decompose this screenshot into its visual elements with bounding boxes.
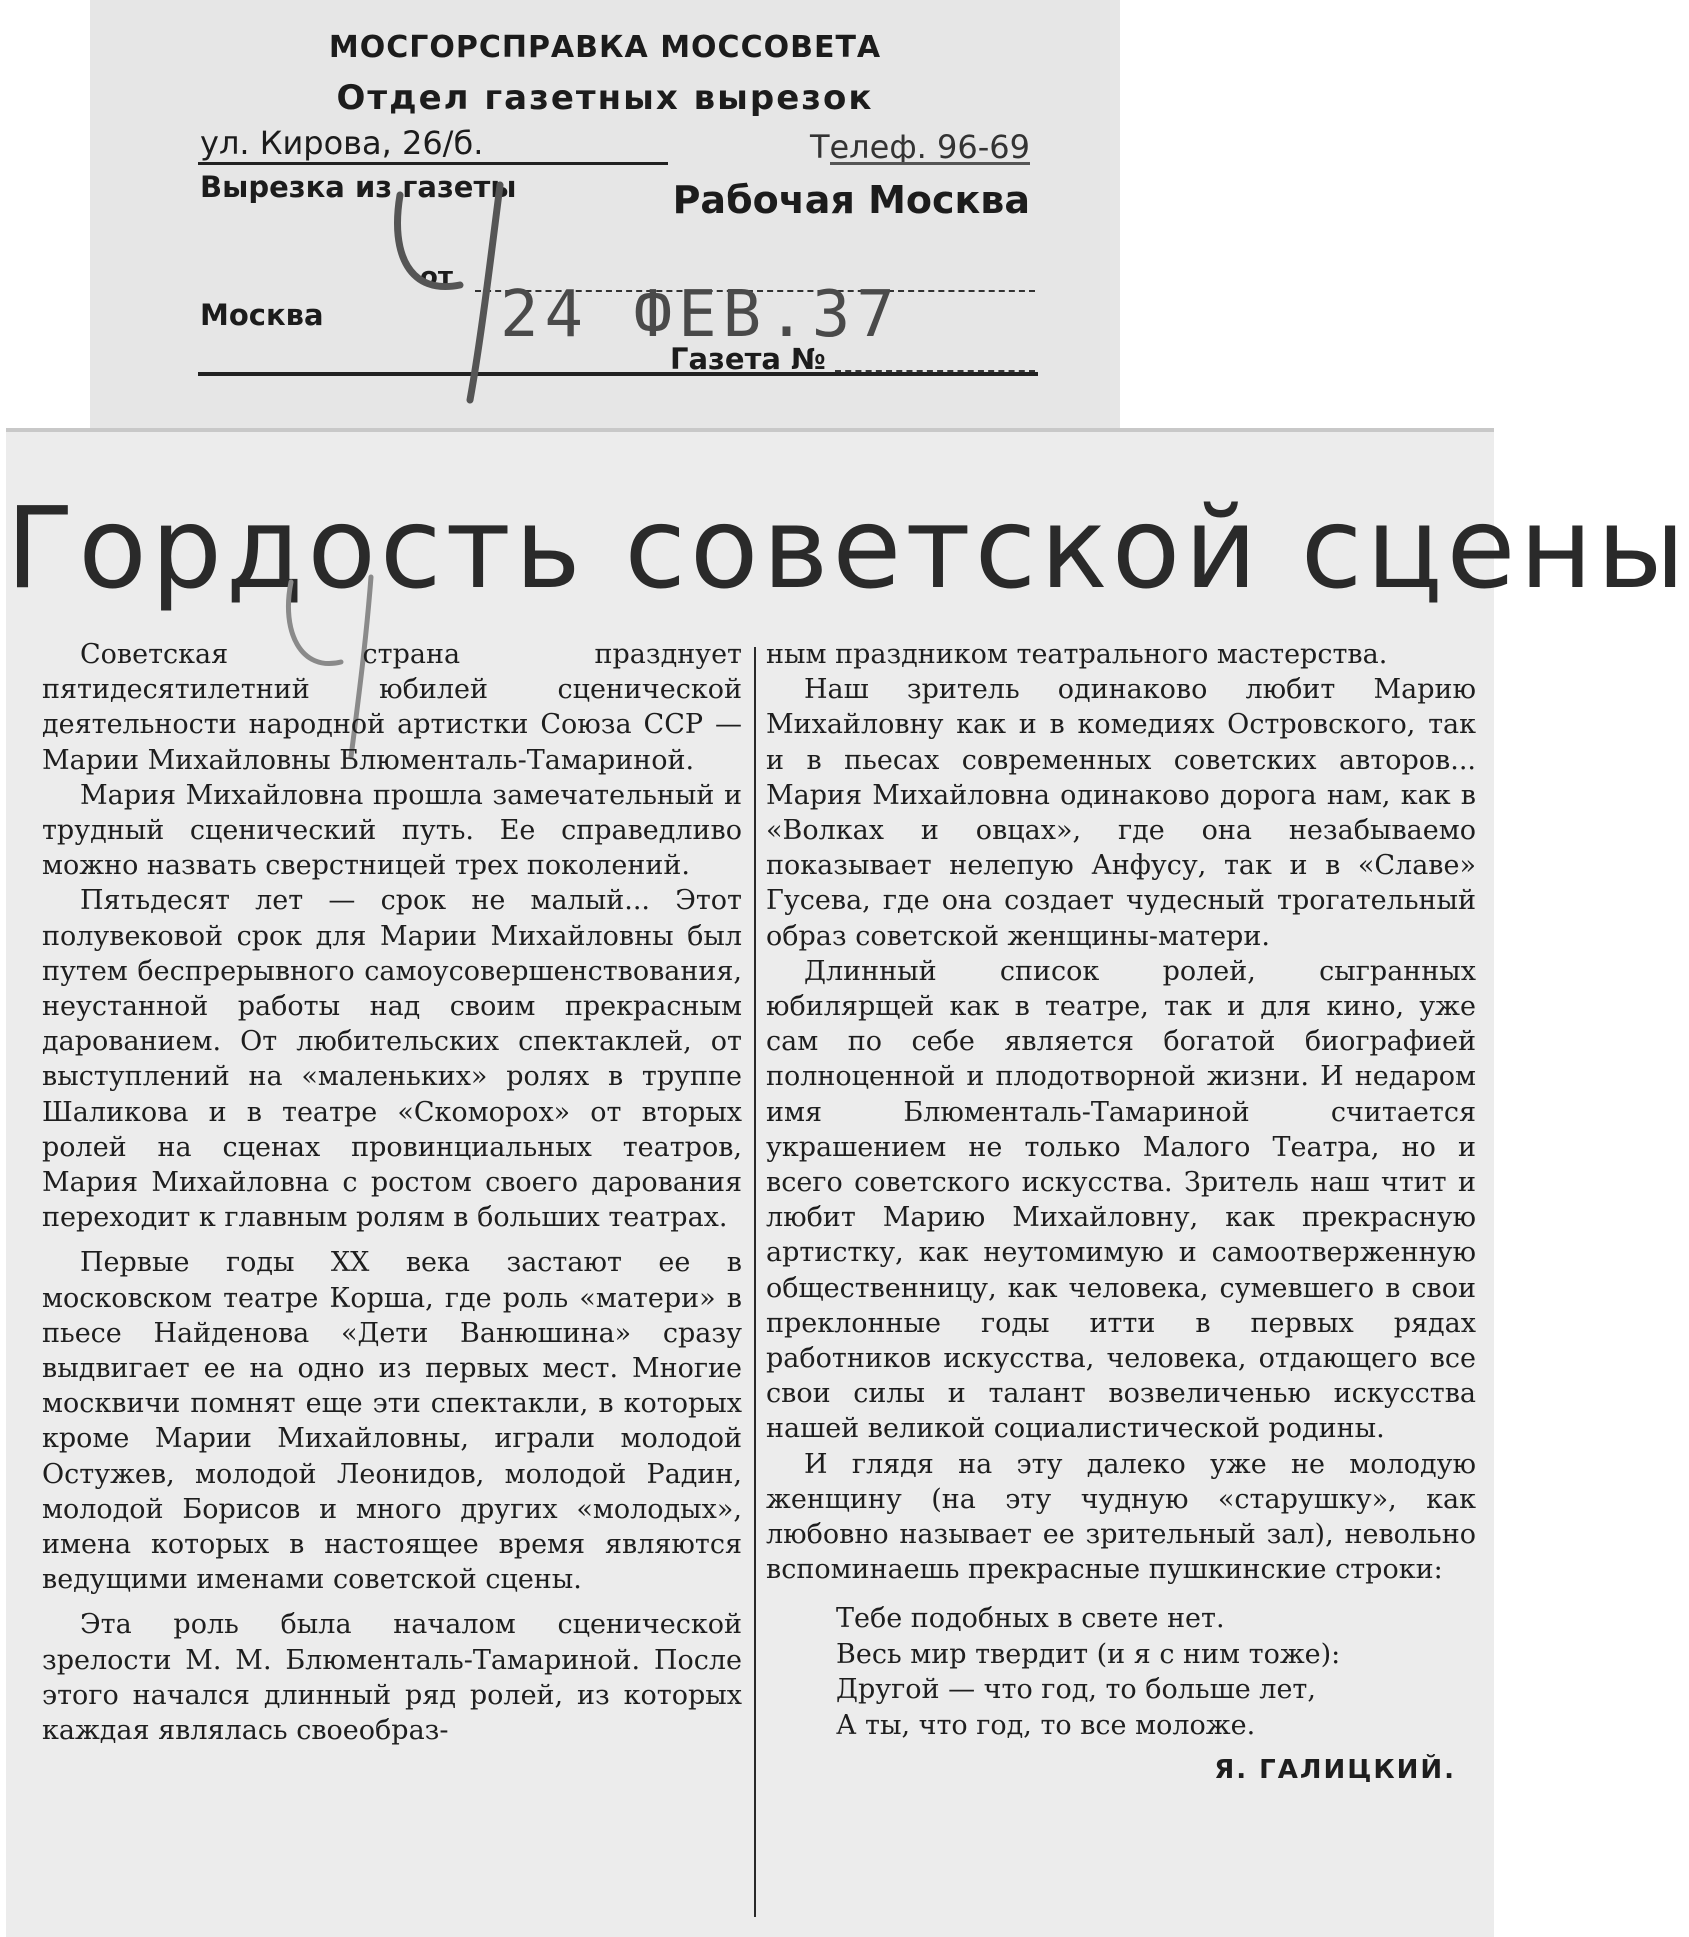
label-newspaper-name: Рабочая Москва (672, 178, 1030, 222)
column-divider (754, 647, 756, 1917)
phone-underline (830, 162, 1030, 165)
article-paragraph: Наш зритель одинаково любит Марию Михайловну как и в комедиях Островского, так и в пьесах современных советских авторов... Мария Михайловна одинаково дорога нам, как в «Волках и овцах», где она незабываемо показывает нелепую Анфусу, так и в «Славе» Гусева, где она создает чудесный трогательный образ советской женщины-матери. (766, 674, 1476, 952)
handwritten-mark-icon (380, 175, 550, 405)
article-paragraph: И глядя на эту далеко уже не молодую женщину (на эту чудную «старушку», как любовно называет ее зрительный зал), невольно вспоминаешь прекрасные пушкинские строки: (766, 1448, 1476, 1586)
article-paragraph: Эта роль была началом сценической зрелости М. М. Блюменталь-Тамариной. После этого начался длинный ряд ролей, из которых каждая являлась своеобраз- (42, 1609, 742, 1747)
clipping-service-label (90, 0, 1120, 437)
article-headline: Гордость советской сцены (6, 484, 1689, 614)
newspaper-clipping (6, 428, 1689, 1937)
label-paper-number: Газета № (670, 342, 826, 376)
address-underline (198, 162, 668, 165)
pushkin-poem (836, 1601, 1476, 1743)
label-cutting-from: Вырезка из газеты (200, 170, 517, 204)
label-phone: Телеф. 96-69 (809, 128, 1030, 166)
poem-line: Тебе подобных в свете нет. (836, 1603, 1225, 1635)
poem-line: Другой — что год, то больше лет, (836, 1674, 1316, 1706)
label-from: от (420, 262, 453, 292)
label-department: Отдел газетных вырезок (336, 78, 874, 118)
date-stamp: 24 ФЕВ.37 (500, 278, 901, 352)
article-paragraph: Советская страна празднует пятидесятилетний юбилей сценической деятельности народной артистки Союза ССР — Марии Михайловны Блюменталь-Тамариной. (42, 639, 742, 776)
article-paragraph: Пятьдесят лет — срок не малый... Этот полувековой срок для Марии Михайловны был путем беспрерывного самоусовершенствования, неустанной работы над своим прекрасным дарованием. От любительских спектаклей, от выступлений на «маленьких» ролях в труппе Шаликова и в театре «Скоморох» от вторых ролей на сценах провинциальных театров, Мария Михайловна с ростом своего дарования переходит к главным ролям в больших театрах. (42, 885, 742, 1234)
article-author: Я. ГАЛИЦКИЙ. (1214, 1755, 1456, 1786)
article-paragraph: Первые годы XX века застают ее в московском театре Корша, где роль «матери» в пьесе Найденова «Дети Ванюшина» сразу выдвигает ее на одно из первых мест. Многие москвичи помнят еще эти спектакли, в которых кроме Марии Михайловны, играли молодой Остужев, молодой Леонидов, молодой Радин, молодой Борисов и много других «молодых», имена которых в настоящее время являются ведущими именами советской сцены. (42, 1247, 742, 1596)
label-organization: МОСГОРСПРАВКА МОССОВЕТА (328, 30, 882, 65)
article-paragraph: Длинный список ролей, сыгранных юбилярщей как в театре, так и для кино, уже сам по себе является богатой биографией полноценной и плодотворной жизни. И недаром имя Блюменталь-Тамариной считается украшением не только Малого Театра, но и всего советского искусства. Зритель наш чтит и любит Марию Михайловну, как прекрасную артистку, как неутомимую и самоотверженную общественницу, как человека, сумевшего в свои преклонные годы итти в первых рядах работников искусства, человека, отдающего все свои силы и талант возвеличенью искусства нашей великой социалистической родины. (766, 955, 1476, 1445)
article-paragraph-continuation: ным праздником театрального мастерства. (766, 639, 1388, 670)
poem-line: Весь мир твердит (и я с ним тоже): (836, 1638, 1341, 1670)
article-column-left (42, 637, 742, 1748)
label-address: ул. Кирова, 26/б. (200, 124, 484, 162)
label-city: Москва (200, 298, 324, 332)
label-bottom-rule (198, 372, 1038, 376)
article-paragraph: Мария Михайловна прошла замечательный и трудный сценический путь. Ее справедливо можно назвать сверстницей трех поколений. (42, 779, 742, 882)
article-column-right (766, 637, 1476, 1789)
poem-line: А ты, что год, то все моложе. (836, 1709, 1256, 1741)
